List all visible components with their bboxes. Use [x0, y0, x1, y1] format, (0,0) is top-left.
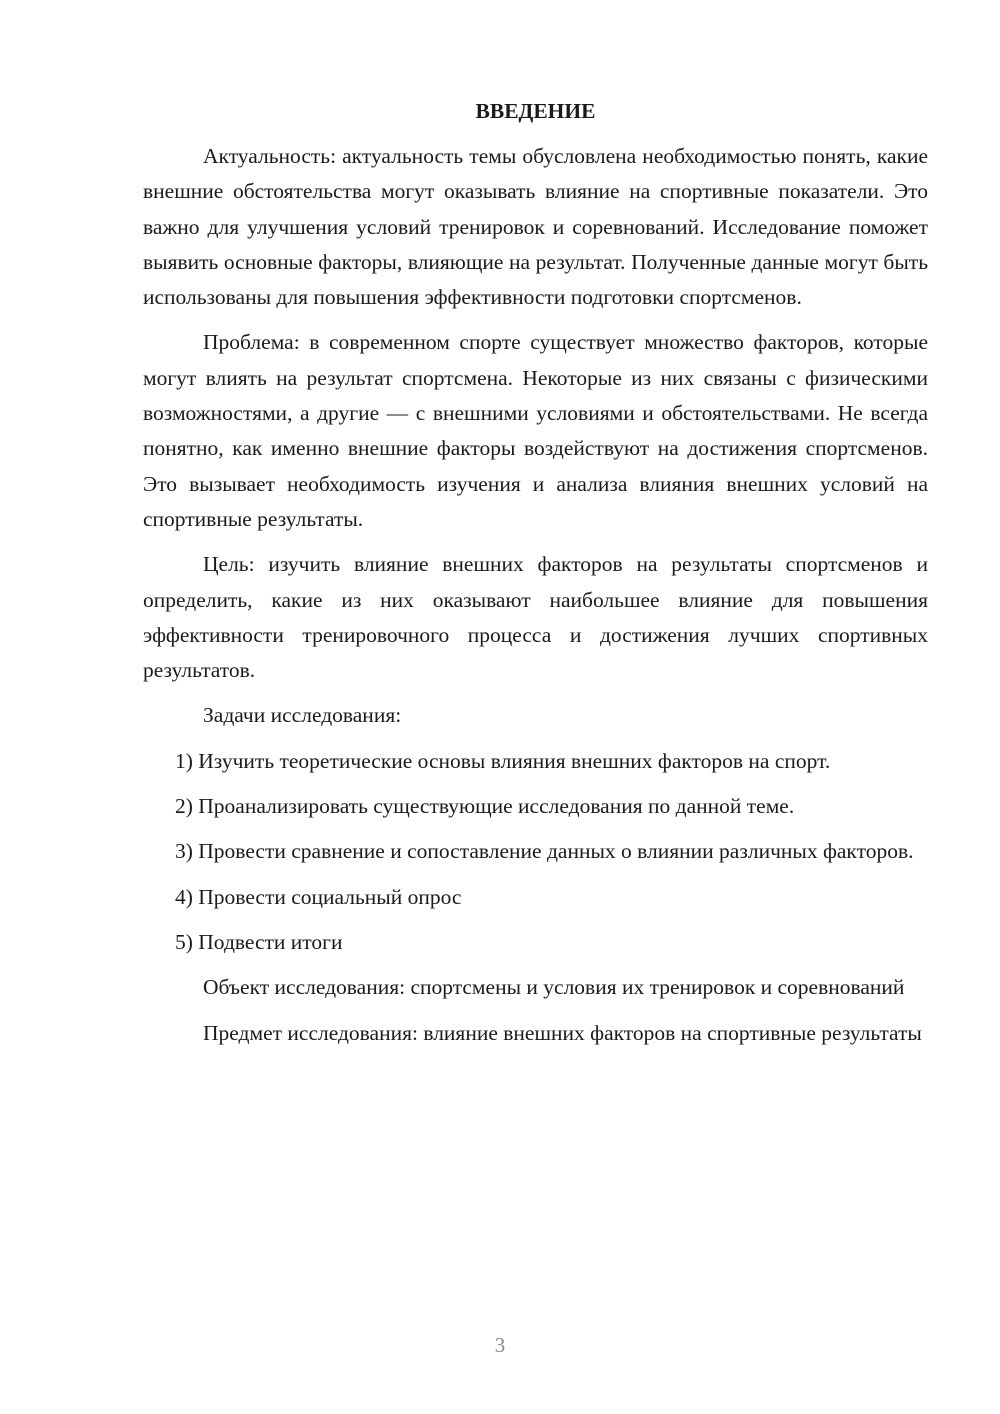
subject-paragraph: Предмет исследования: влияние внешних факторов на спортивные результаты [203, 1020, 922, 1045]
page-number: 3 [494, 1333, 506, 1357]
task-item-1: 1) Изучить теоретические основы влияния внешних факторов на спорт. [175, 748, 831, 773]
relevance-paragraph: Актуальность: актуальность темы обусловлена необходимостью понять, какие внешние обстоятельства могут оказывать влияние на спортивные показатели. Это важно для улучшения условий тренировок и соревнований. Исследование поможет выявить основные факторы, влияющие на результат. Полученные данные могут быть использованы для повышения эффективности подготовки спортсменов. [143, 144, 928, 310]
problem-paragraph: Проблема: в современном спорте существует множество факторов, которые могут влиять на результат спортсмена. Некоторые из них связаны с физическими возможностями, а другие — с внешними условиями и обстоятельствами. Не всегда понятно, как именно внешние факторы воздействуют на достижения спортсменов. Это вызывает необходимость изучения и анализа влияния внешних условий на спортивные результаты. [143, 330, 928, 531]
task-item-2: 2) Проанализировать существующие исследования по данной теме. [175, 794, 795, 819]
task-item-4: 4) Провести социальный опрос [175, 884, 462, 909]
tasks-title: Задачи исследования: [203, 703, 402, 728]
task-item-5: 5) Подвести итоги [175, 929, 343, 954]
object-paragraph: Объект исследования: спортсмены и условия их тренировок и соревнований [203, 975, 905, 1000]
task-item-3: 3) Провести сравнение и сопоставление данных о влиянии различных факторов. [175, 839, 914, 864]
goal-paragraph: Цель: изучить влияние внешних факторов на результаты спортсменов и определить, какие из них оказывают наибольшее влияние для повышения эффективности тренировочного процесса и достижения лучших спортивных результатов. [143, 552, 928, 683]
section-heading: ВВЕДЕНИЕ [475, 99, 596, 123]
document-page [143, 95, 928, 1061]
